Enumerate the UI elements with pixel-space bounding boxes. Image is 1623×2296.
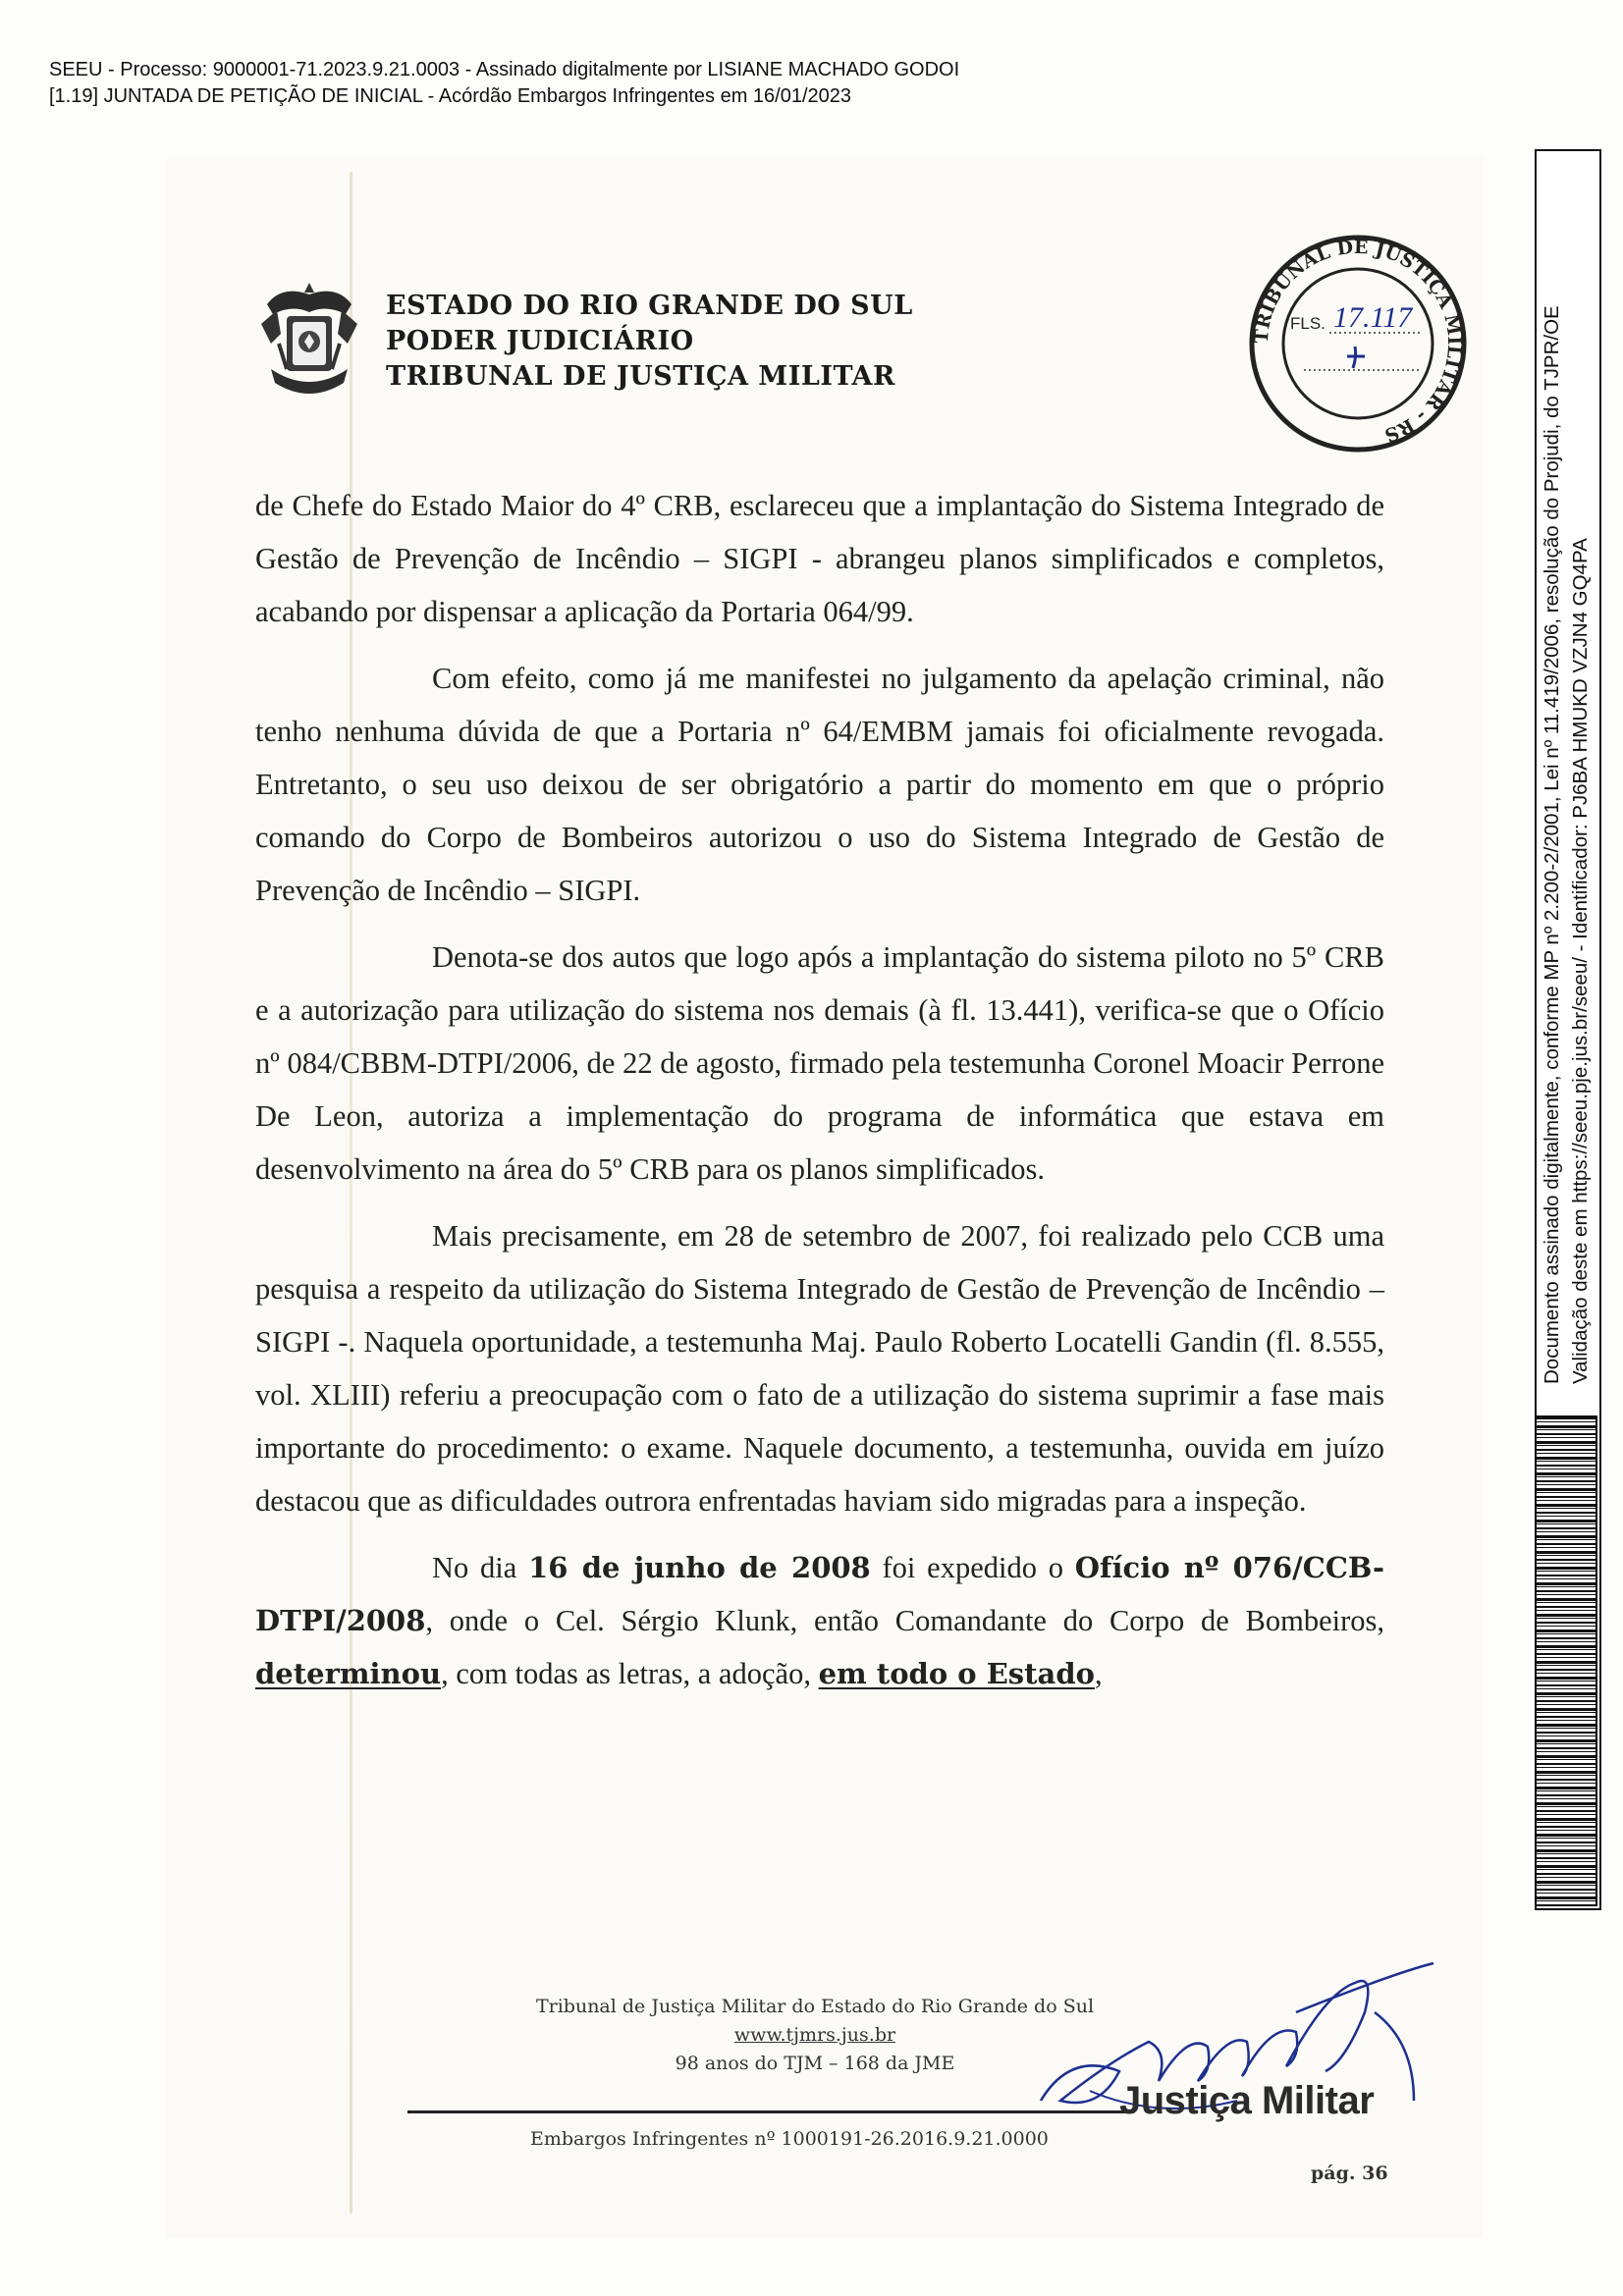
stamp-fls-label: FLS. [1290, 314, 1325, 333]
p5-oficio: Ofício nº 076/CCB-DTPI/2008 [255, 1551, 1385, 1637]
p5-text-4: , com todas as letras, a adoção, [441, 1657, 819, 1690]
barcode-icon [1535, 1415, 1597, 1906]
paragraph-2: Com efeito, como já me manifestei no julgamento da apelação criminal, não tenho nenhuma dúvida de que a Portaria nº 64/EMBM jamais foi oficialmente revogada. Entretanto, o seu uso deixou de ser obrigatório a partir do momento em que o próprio comando do Corpo de Bombeiros autorizou o uso do Sistema Integrado de Gestão de Prevenção de Incêndio – SIGPI. [255, 662, 1384, 907]
digital-signature-text [1538, 305, 1595, 1384]
page-number: pág. 36 [1311, 2163, 1388, 2184]
p5-text-1: No dia [432, 1551, 529, 1584]
footer-website-link[interactable]: www.tjmrs.jus.br [733, 2024, 896, 2046]
court-page-stamp [1235, 231, 1481, 456]
signature-legal-line: Documento assinado digitalmente, conforme MP nº 2.200-2/2001, Lei nº 11.419/2006, resolução do Projudi, do TJPR/OE [1541, 305, 1563, 1384]
coat-of-arms-icon [257, 275, 361, 412]
p5-text-3: , onde o Cel. Sérgio Klunk, então Comandante do Corpo de Bombeiros, [425, 1604, 1384, 1637]
stamp-ring-text: TRIBUNAL DE JUSTIÇA MILITAR - RS [1250, 236, 1466, 447]
footer-process-number: Embargos Infringentes nº 1000191-26.2016.9.21.0000 [530, 2128, 1049, 2150]
decision-body [255, 479, 1384, 1714]
paragraph-5 [255, 1541, 1384, 1700]
justica-militar-brand: Justiça Militar [1119, 2079, 1375, 2122]
letterhead [386, 289, 913, 395]
letterhead-judiciary: PODER JUDICIÁRIO [386, 326, 694, 356]
signature-validation-line[interactable]: Validação deste em https://seeu.pje.jus.br/seeu/ - Identificador: PJ6BA HMUKD VZJN4 GQ4PA [1569, 538, 1592, 1384]
seeu-process-line: SEEU - Processo: 9000001-71.2023.9.21.0003 - Assinado digitalmente por LISIANE MACHADO GODOI [49, 59, 960, 80]
paragraph-4: Mais precisamente, em 28 de setembro de 2007, foi realizado pelo CCB uma pesquisa a respeito da utilização do Sistema Integrado de Gestão de Prevenção de Incêndio – SIGPI -. Naquela oportunidade, a testemunha Maj. Paulo Roberto Locatelli Gandin (fl. 8.555, vol. XLIII) referiu a preocupação com o fato de a utilização do sistema suprimir a fase mais importante do procedimento: o exame. Naquele documento, a testemunha, ouvida em juízo destacou que as dificuldades outrora enfrentadas haviam sido migradas para a inspeção. [255, 1219, 1384, 1518]
p5-date: 16 de junho de 2008 [528, 1551, 871, 1584]
footer-anniversary: 98 anos do TJM – 168 da JME [675, 2053, 955, 2074]
paragraph-3: Denota-se dos autos que logo após a implantação do sistema piloto no 5º CRB e a autorização para utilização do sistema nos demais (à fl. 13.441), verifica-se que o Ofício nº 084/CBBM-DTPI/2006, de 22 de agosto, firmado pela testemunha Coronel Moacir Perrone De Leon, autoriza a implementação do programa de informática que estava em desenvolvimento na área do 5º CRB para os planos simplificados. [255, 940, 1384, 1186]
footer-court-name: Tribunal de Justiça Militar do Estado do Rio Grande do Sul [535, 1996, 1095, 2017]
letterhead-state: ESTADO DO RIO GRANDE DO SUL [386, 291, 913, 321]
p5-text-5: , [1094, 1657, 1103, 1690]
seeu-header [49, 57, 959, 110]
p5-determinou: determinou [255, 1657, 442, 1690]
stamp-page-number: 17.117 [1333, 301, 1413, 334]
p5-text-2: foi expedido o [870, 1551, 1075, 1584]
seeu-juntada-line: [1.19] JUNTADA DE PETIÇÃO DE INICIAL - Acórdão Embargos Infringentes em 16/01/2023 [49, 85, 852, 107]
letterhead-tribunal: TRIBUNAL DE JUSTIÇA MILITAR [386, 361, 895, 392]
p5-todo-estado: em todo o Estado [818, 1657, 1095, 1690]
paragraph-1: de Chefe do Estado Maior do 4º CRB, esclareceu que a implantação do Sistema Integrado de Gestão de Prevenção de Incêndio – SIGPI - abrangeu planos simplificados e completos, acabando por dispensar a aplicação da Portaria 064/99. [255, 489, 1384, 628]
